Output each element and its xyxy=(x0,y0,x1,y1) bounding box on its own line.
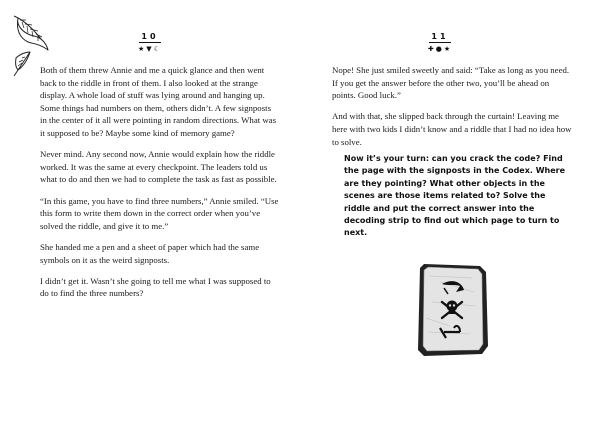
page-symbols: ✚●★ xyxy=(427,45,453,53)
paragraph: She handed me a pen and a sheet of paper which had the same symbols on it as the weird signposts. xyxy=(40,241,260,265)
page-header xyxy=(120,32,180,53)
paragraph: And with that, she slipped back through the curtain! Leaving me here with two kids I didn’t know and a riddle that I had no idea how to solve. xyxy=(332,111,572,147)
page-number-rule xyxy=(429,42,451,43)
left-body-text xyxy=(40,64,280,308)
page-number-rule xyxy=(139,42,161,43)
codex-pirate-card-icon xyxy=(410,262,492,358)
page-number: 10 xyxy=(141,32,159,41)
right-body-text xyxy=(332,64,572,157)
paragraph: I didn’t get it. Wasn’t she going to tell me what I was supposed to do to find the three numbers? xyxy=(40,275,271,299)
challenge-prompt: Now it’s your turn: can you crack the code? Find the page with the signposts in the Codex. Where are they pointing? What other objects in the scenes are those items related to? Solve the riddle and put the correct answer into the decoding strip to find out which page to turn to next. xyxy=(344,154,566,238)
paragraph: Both of them threw Annie and me a quick glance and then went back to the riddle in front of them. I also looked at the strange display. A whole load of stuff was lying around and hanging up. Some things had numbers on them, others didn’t. A few signposts in the center of it all were pointing in random directions. What was it supposed to be? Maybe some kind of memory game? xyxy=(40,65,277,138)
page-number: 11 xyxy=(431,32,449,41)
paragraph: “In this game, you have to find three numbers,” Annie smiled. “Use this form to write them down in the correct order when you’ve solved the riddle, and give it to me.” xyxy=(40,195,279,231)
page-symbols: ★▼☾ xyxy=(138,45,162,53)
paragraph: Never mind. Any second now, Annie would explain how the riddle worked. It was the same at every checkpoint. The leaders told us what to do and then we had to complete the task as fast as possible. xyxy=(40,149,277,185)
page-header xyxy=(410,32,470,53)
paragraph: Nope! She just smiled sweetly and said: “Take as long as you need. If you get the answer before the other two, you’ll be ahead on points. Good luck.” xyxy=(332,65,570,101)
right-page xyxy=(300,0,600,424)
